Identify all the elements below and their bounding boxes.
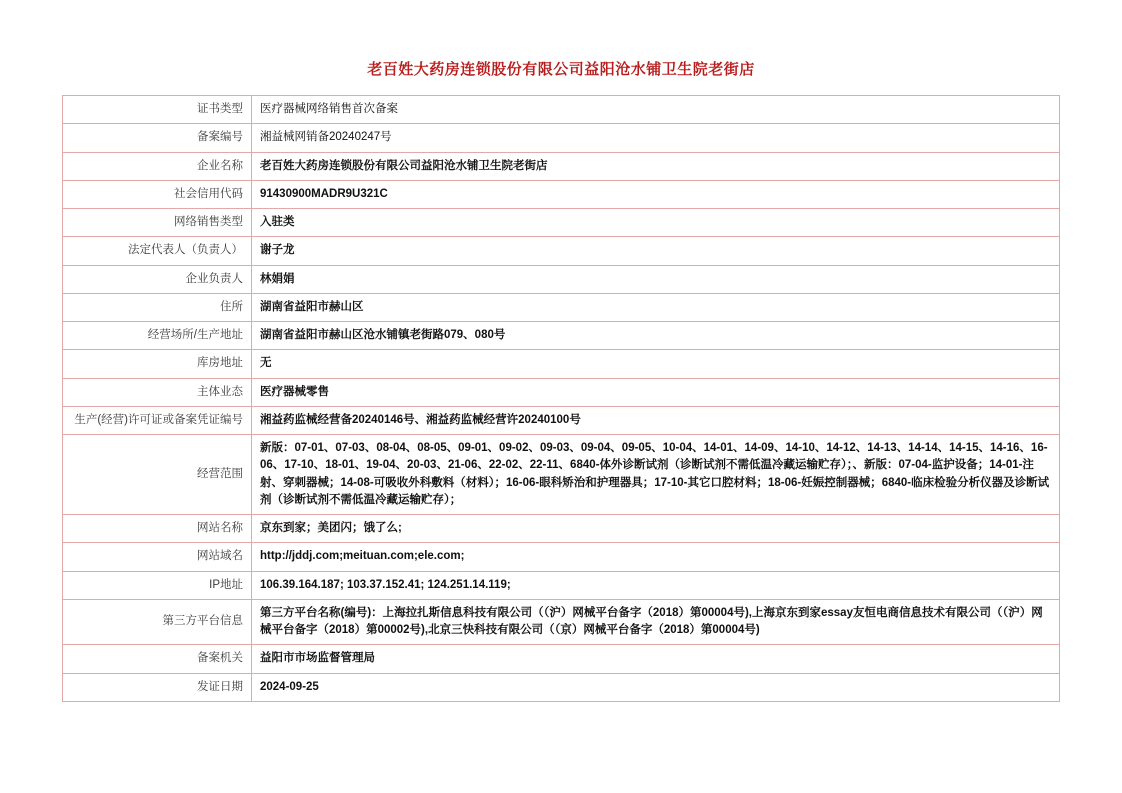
table-row bbox=[63, 350, 1060, 378]
table-row bbox=[63, 406, 1060, 434]
row-value: http://jddj.com;meituan.com;ele.com; bbox=[252, 543, 1060, 571]
row-value: 2024-09-25 bbox=[252, 673, 1060, 701]
row-value: 无 bbox=[252, 350, 1060, 378]
row-label: 库房地址 bbox=[63, 350, 252, 378]
table-row bbox=[63, 180, 1060, 208]
row-label: 经营场所/生产地址 bbox=[63, 322, 252, 350]
row-label: 第三方平台信息 bbox=[63, 599, 252, 645]
table-row bbox=[63, 237, 1060, 265]
row-value: 医疗器械零售 bbox=[252, 378, 1060, 406]
row-label: 企业负责人 bbox=[63, 265, 252, 293]
table-row bbox=[63, 543, 1060, 571]
table-row bbox=[63, 293, 1060, 321]
table-row bbox=[63, 378, 1060, 406]
row-label: 法定代表人（负责人） bbox=[63, 237, 252, 265]
row-value: 林娟娟 bbox=[252, 265, 1060, 293]
row-label: 网络销售类型 bbox=[63, 209, 252, 237]
row-label: 备案编号 bbox=[63, 124, 252, 152]
row-label: 发证日期 bbox=[63, 673, 252, 701]
certificate-table bbox=[62, 95, 1060, 702]
table-row bbox=[63, 96, 1060, 124]
table-row bbox=[63, 599, 1060, 645]
row-value-third-party: 第三方平台名称(编号)：上海拉扎斯信息科技有限公司（（沪）网械平台备字（2018）第00004号),上海京东到家essay友恒电商信息技术有限公司（（沪）网械平台备字（2018）第00002号),北京三快科技有限公司（（京）网械平台备字（2018）第00004号) bbox=[252, 599, 1060, 645]
row-value: 91430900MADR9U321C bbox=[252, 180, 1060, 208]
row-value: 京东到家；美团闪；饿了么; bbox=[252, 515, 1060, 543]
row-label: 社会信用代码 bbox=[63, 180, 252, 208]
row-label: 主体业态 bbox=[63, 378, 252, 406]
row-value: 入驻类 bbox=[252, 209, 1060, 237]
row-value: 湘益药监械经营备20240146号、湘益药监械经营许20240100号 bbox=[252, 406, 1060, 434]
row-label: 住所 bbox=[63, 293, 252, 321]
row-label: 企业名称 bbox=[63, 152, 252, 180]
row-label: 备案机关 bbox=[63, 645, 252, 673]
table-row bbox=[63, 124, 1060, 152]
row-value: 益阳市市场监督管理局 bbox=[252, 645, 1060, 673]
row-label: 证书类型 bbox=[63, 96, 252, 124]
row-value: 湘益械网销备20240247号 bbox=[252, 124, 1060, 152]
table-row bbox=[63, 322, 1060, 350]
table-body bbox=[63, 96, 1060, 702]
table-row bbox=[63, 209, 1060, 237]
table-row bbox=[63, 435, 1060, 515]
table-row bbox=[63, 265, 1060, 293]
row-value-scope: 新版：07-01、07-03、08-04、08-05、09-01、09-02、09-03、09-04、09-05、10-04、14-01、14-09、14-10、14-12、14-13、14-14、14-15、14-16、16-06、17-10、18-01、19-04、20-03、21-06、22-02、22-11、6840-体外诊断试剂（诊断试剂不需低温冷藏运输贮存）；、新版：07-04-监护设备；14-01-注射、穿刺器械；14-08-可吸收外科敷料（材料）；16-06-眼科矫治和护理器具；17-10-其它口腔材料；18-06-妊娠控制器械；6840-临床检验分析仪器及诊断试剂（诊断试剂不需低温冷藏运输贮存）； bbox=[252, 435, 1060, 515]
table-row bbox=[63, 152, 1060, 180]
row-value: 老百姓大药房连锁股份有限公司益阳沧水铺卫生院老街店 bbox=[252, 152, 1060, 180]
row-label: 网站域名 bbox=[63, 543, 252, 571]
row-label: IP地址 bbox=[63, 571, 252, 599]
table-row bbox=[63, 515, 1060, 543]
row-value: 谢子龙 bbox=[252, 237, 1060, 265]
page-title: 老百姓大药房连锁股份有限公司益阳沧水铺卫生院老街店 bbox=[367, 61, 755, 78]
table-row bbox=[63, 571, 1060, 599]
row-value: 医疗器械网络销售首次备案 bbox=[252, 96, 1060, 124]
row-label: 网站名称 bbox=[63, 515, 252, 543]
row-label: 生产(经营)许可证或备案凭证编号 bbox=[63, 406, 252, 434]
row-value: 湖南省益阳市赫山区 bbox=[252, 293, 1060, 321]
row-label: 经营范围 bbox=[63, 435, 252, 515]
table-row bbox=[63, 645, 1060, 673]
row-value: 湖南省益阳市赫山区沧水铺镇老街路079、080号 bbox=[252, 322, 1060, 350]
row-value: 106.39.164.187; 103.37.152.41; 124.251.14.119; bbox=[252, 571, 1060, 599]
table-row bbox=[63, 673, 1060, 701]
